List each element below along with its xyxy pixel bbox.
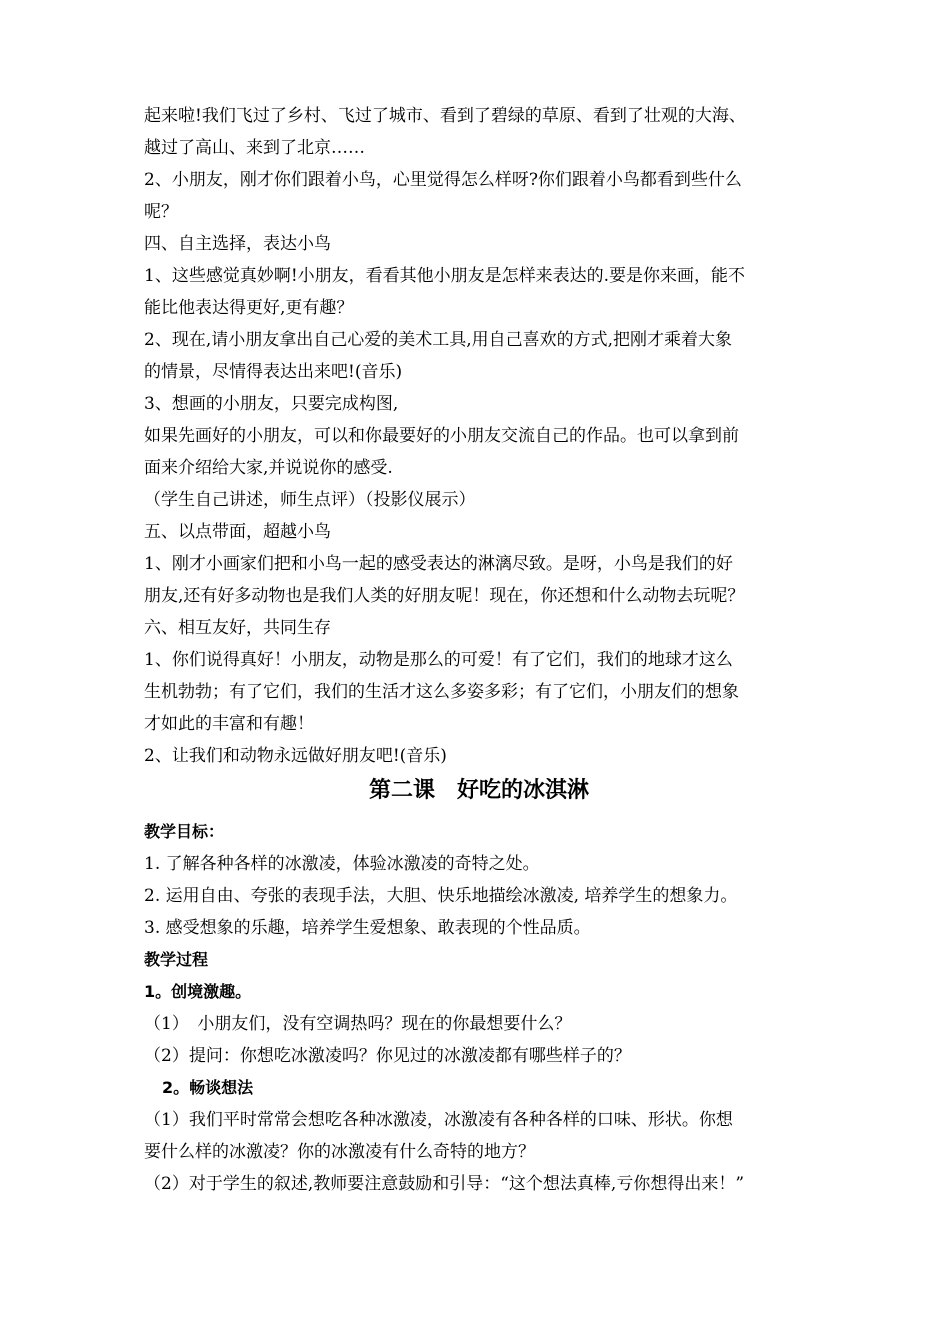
- section-heading: 四、自主选择，表达小鸟: [144, 234, 331, 254]
- paragraph-line: 1、刚才小画家们把和小鸟一起的感受表达的淋漓尽致。是呀，小鸟是我们的好: [144, 554, 733, 574]
- lesson2-body: [144, 816, 814, 1200]
- document-page: [144, 100, 814, 1200]
- paragraph-line: 面来介绍给大家,并说说你的感受.: [144, 458, 393, 478]
- paragraph-line: （学生自己讲述，师生点评）（投影仪展示）: [144, 490, 476, 510]
- goal-item: 1. 了解各种各样的冰激凌，体验冰激凌的奇特之处。: [144, 854, 540, 874]
- paragraph-line: 要什么样的冰激凌？你的冰激凌有什么奇特的地方？: [144, 1142, 535, 1162]
- goals-heading: 教学目标：: [144, 822, 225, 841]
- lesson-title: 第二课 好吃的冰淇淋: [368, 778, 589, 803]
- step2-heading: 2。畅谈想法: [162, 1078, 254, 1097]
- section-heading: 六、相互友好，共同生存: [144, 618, 331, 638]
- paragraph-line: 起来啦!我们飞过了乡村、飞过了城市、看到了碧绿的草原、看到了壮观的大海、: [144, 106, 746, 126]
- paragraph-line: 如果先画好的小朋友，可以和你最要好的小朋友交流自己的作品。也可以拿到前: [144, 426, 739, 446]
- paragraph-line: 3、想画的小朋友，只要完成构图,: [144, 394, 399, 414]
- paragraph-line: （2）对于学生的叙述,教师要注意鼓励和引导：“这个想法真棒,亏你想得出来！”: [144, 1174, 745, 1194]
- paragraph-line: 才如此的丰富和有趣！: [144, 714, 314, 734]
- section-heading: 五、以点带面，超越小鸟: [144, 522, 331, 542]
- paragraph-line: 2、让我们和动物永远做好朋友吧!(音乐): [144, 746, 447, 766]
- paragraph-line: 的情景，尽情得表达出来吧!(音乐): [144, 362, 403, 382]
- step1-heading: 1。创境激趣。: [144, 982, 252, 1001]
- goal-item: 2. 运用自由、夸张的表现手法，大胆、快乐地描绘冰激凌, 培养学生的想象力。: [144, 886, 738, 906]
- paragraph-line: （1）我们平时常常会想吃各种冰激凌，冰激凌有各种各样的口味、形状。你想: [144, 1110, 733, 1130]
- paragraph-line: 生机勃勃；有了它们，我们的生活才这么多姿多彩；有了它们，小朋友们的想象: [144, 682, 739, 702]
- paragraph-line: 2、现在,请小朋友拿出自己心爱的美术工具,用自己喜欢的方式,把刚才乘着大象: [144, 330, 733, 350]
- lesson1-body: [144, 100, 814, 772]
- paragraph-line: 朋友,还有好多动物也是我们人类的好朋友呢！现在，你还想和什么动物去玩呢？: [144, 586, 745, 606]
- paragraph-line: 2、小朋友，刚才你们跟着小鸟，心里觉得怎么样呀?你们跟着小鸟都看到些什么: [144, 170, 742, 190]
- process-heading: 教学过程: [144, 950, 209, 969]
- paragraph-line: （2）提问：你想吃冰激凌吗？你见过的冰激凌都有哪些样子的？: [144, 1046, 631, 1066]
- paragraph-line: 1、你们说得真好！小朋友，动物是那么的可爱！有了它们，我们的地球才这么: [144, 650, 733, 670]
- paragraph-line: 1、这些感觉真妙啊!小朋友，看看其他小朋友是怎样来表达的.要是你来画，能不: [144, 266, 746, 286]
- paragraph-line: 越过了高山、来到了北京……: [144, 138, 365, 158]
- paragraph-line: 能比他表达得更好,更有趣？: [144, 298, 354, 318]
- goal-item: 3. 感受想象的乐趣，培养学生爱想象、敢表现的个性品质。: [144, 918, 591, 938]
- paragraph-line: 呢？: [144, 202, 178, 222]
- paragraph-line: （1） 小朋友们，没有空调热吗？现在的你最想要什么？: [144, 1014, 572, 1034]
